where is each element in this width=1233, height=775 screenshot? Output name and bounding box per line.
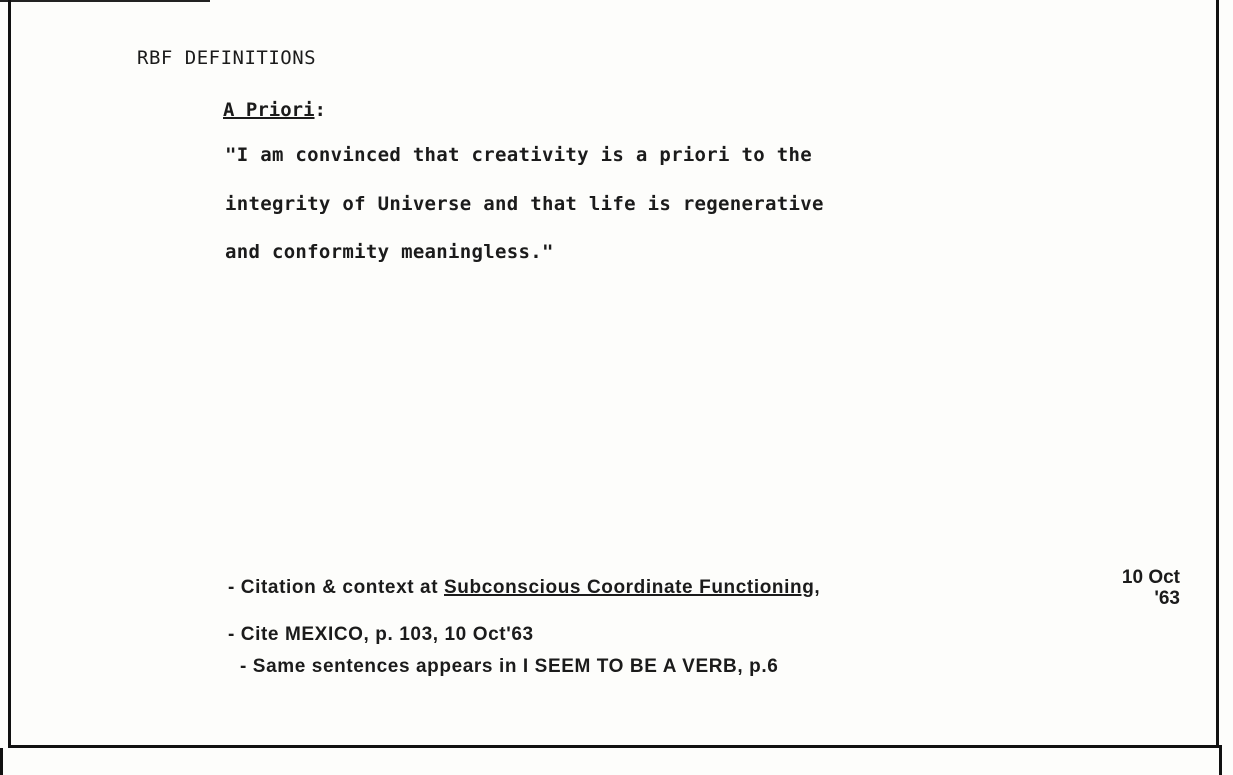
quote-line-1: "I am convinced that creativity is a priori to the	[225, 144, 812, 166]
page-title: RBF DEFINITIONS	[137, 47, 317, 69]
citation-date	[1096, 567, 1180, 609]
next-card-right-edge	[1219, 745, 1222, 775]
next-card-left-edge	[0, 748, 3, 775]
citation-note	[228, 577, 820, 599]
cite-mexico-note: - Cite MEXICO, p. 103, 10 Oct'63	[228, 624, 534, 645]
card-border	[8, 0, 1219, 748]
citation-source: Subconscious Coordinate Functioning	[444, 577, 815, 598]
definition-term	[223, 99, 326, 121]
citation-prefix: - Citation & context at	[228, 577, 445, 598]
quote-line-2: integrity of Universe and that life is regenerative	[225, 193, 824, 215]
citation-date-line-2: '63	[1154, 588, 1180, 609]
quote-line-3: and conformity meaningless."	[225, 241, 554, 263]
term-label: A Priori	[223, 99, 315, 121]
citation-date-line-1: 10 Oct	[1121, 567, 1180, 588]
term-suffix: :	[314, 99, 326, 121]
same-sentences-note: - Same sentences appears in I SEEM TO BE A VERB, p.6	[240, 656, 779, 677]
citation-separator: ,	[814, 577, 821, 598]
